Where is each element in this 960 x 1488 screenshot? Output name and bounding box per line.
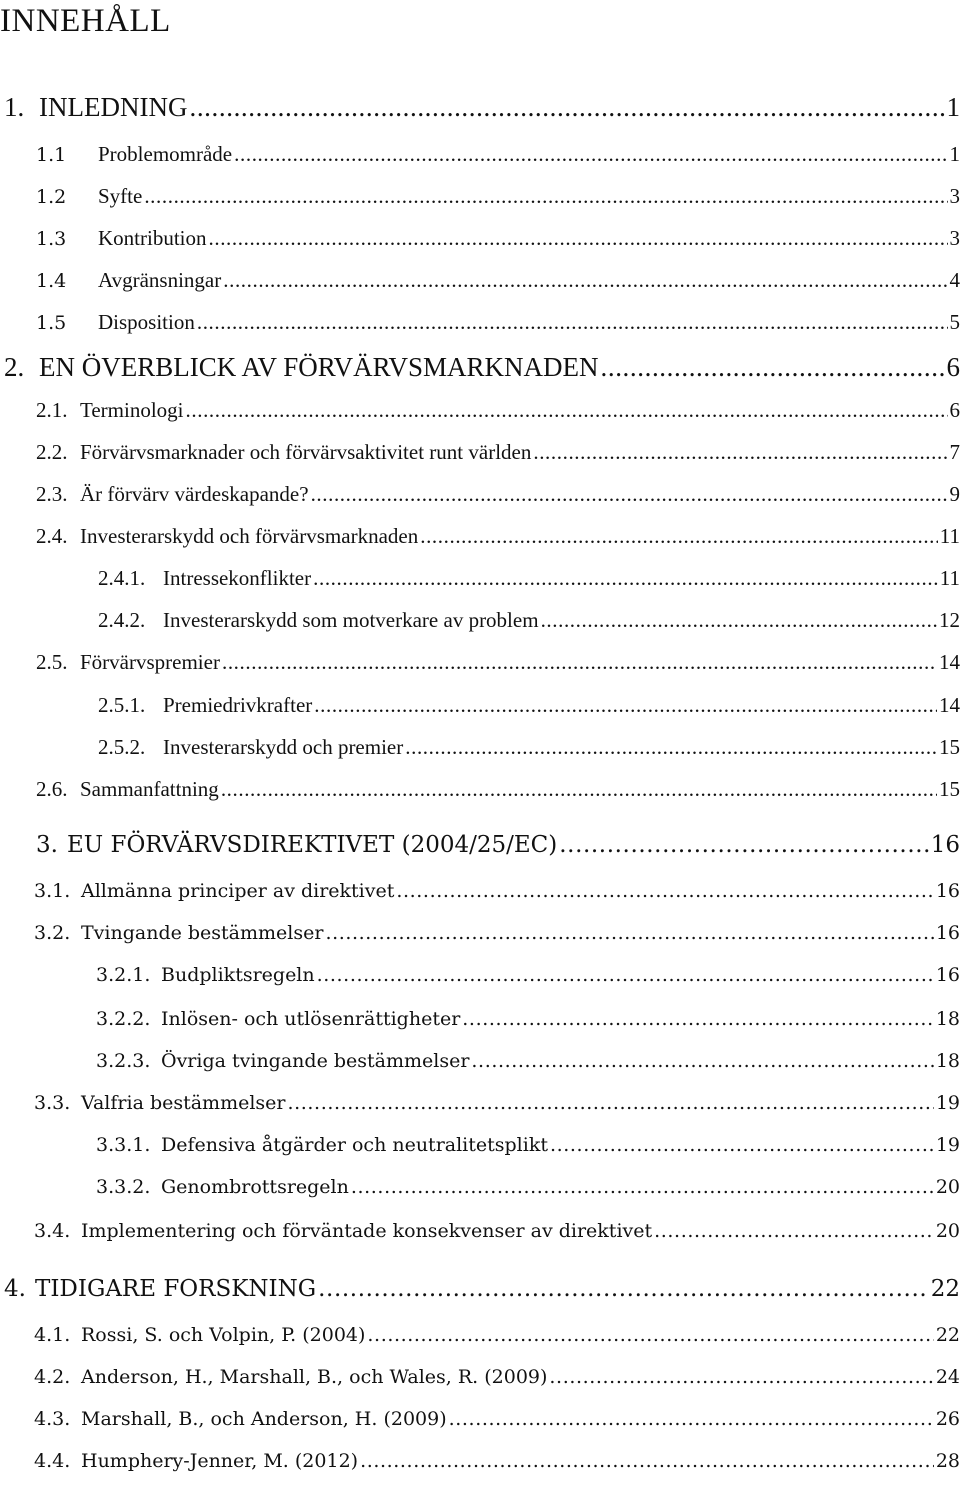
toc-entry-number: 1.5 [36, 312, 67, 334]
toc-entry[interactable] [4, 92, 960, 123]
toc-entry[interactable] [36, 226, 960, 251]
toc-entry-label: Valfria bestämmelser [81, 1092, 286, 1114]
toc-entry-label: Intressekonflikter [163, 566, 312, 590]
toc-entry-number: 2.3. [36, 482, 68, 506]
toc-entry-number: 4.4. [34, 1450, 71, 1472]
toc-entry-page: 18 [935, 1008, 960, 1030]
dot-leader [314, 693, 937, 718]
toc-entry-number: 1.3 [36, 228, 67, 250]
toc-entry-page: 20 [935, 1220, 960, 1242]
toc-entry-label: Implementering och förväntade konsekvenser av direktivet [81, 1220, 653, 1242]
dot-leader [288, 1092, 934, 1114]
dot-leader [541, 608, 937, 633]
toc-entry-label: Allmänna principer av direktivet [81, 880, 395, 902]
dot-leader [367, 1324, 933, 1346]
toc-entry[interactable] [34, 1366, 960, 1388]
page-title: INNEHÅLL [0, 3, 171, 39]
toc-entry-label: Genombrottsregeln [161, 1176, 349, 1198]
toc-entry[interactable] [36, 482, 960, 507]
toc-entry-label: Är förvärv värdeskapande? [80, 482, 309, 506]
toc-entry[interactable] [34, 1092, 960, 1114]
toc-entry[interactable] [96, 1176, 960, 1198]
toc-entry-page: 5 [949, 310, 960, 334]
dot-leader [462, 1008, 934, 1030]
toc-entry-page: 3 [949, 184, 960, 208]
toc-entry[interactable] [36, 650, 960, 675]
toc-entry-label: EU FÖRVÄRVSDIREKTIVET (2004/25/EC) [67, 832, 558, 858]
toc-entry-number: 4.2. [34, 1366, 71, 1388]
toc-entry-number: 2.4.1. [98, 566, 146, 590]
toc-entry[interactable] [98, 735, 960, 760]
dot-leader [221, 777, 937, 802]
dot-leader [396, 880, 933, 902]
toc-entry-label: Marshall, B., och Anderson, H. (2009) [81, 1408, 447, 1430]
dot-leader [351, 1176, 934, 1198]
toc-entry-page: 16 [935, 964, 960, 986]
dot-leader [654, 1220, 934, 1242]
toc-entry-page: 1 [949, 142, 960, 166]
toc-entry-page: 19 [935, 1134, 960, 1156]
toc-entry-number: 4.1. [34, 1324, 71, 1346]
toc-entry-number: 3.4. [34, 1220, 71, 1242]
dot-leader [601, 352, 945, 383]
toc-entry-label: Terminologi [80, 398, 184, 422]
toc-entry-number: 3.2.1. [96, 964, 151, 986]
toc-entry-label: Förvärvsmarknader och förvärvsaktivitet runt världen [80, 440, 532, 464]
toc-entry[interactable] [4, 352, 960, 383]
toc-entry-label: Humphery-Jenner, M. (2012) [81, 1450, 359, 1472]
toc-entry-number: 3.3. [34, 1092, 71, 1114]
dot-leader [405, 735, 937, 760]
toc-entry-label: Tvingande bestämmelser [81, 922, 324, 944]
toc-entry-page: 26 [935, 1408, 960, 1430]
toc-entry-label: Investerarskydd och premier [163, 735, 404, 759]
toc-entry-page: 6 [949, 398, 960, 422]
toc-entry-label: TIDIGARE FORSKNING [35, 1276, 317, 1302]
toc-entry-page: 14 [939, 650, 960, 674]
toc-entry-page: 7 [949, 440, 960, 464]
toc-entry-number: 1.4 [36, 270, 67, 292]
toc-entry[interactable] [96, 1134, 960, 1156]
dot-leader [325, 922, 933, 944]
toc-entry[interactable] [34, 1450, 960, 1472]
dot-leader [360, 1450, 934, 1472]
toc-entry[interactable] [36, 440, 960, 465]
toc-entry-label: Sammanfattning [80, 777, 219, 801]
dot-leader [318, 1276, 929, 1302]
toc-entry[interactable] [34, 1408, 960, 1430]
toc-entry-page: 28 [935, 1450, 960, 1472]
toc-entry[interactable] [34, 1220, 960, 1242]
toc-entry-number: 2. [4, 352, 25, 382]
toc-entry-label: Förvärvspremier [80, 650, 220, 674]
dot-leader [549, 1366, 933, 1388]
toc-entry-page: 16 [935, 880, 960, 902]
toc-entry-number: 4.3. [34, 1408, 71, 1430]
toc-entry[interactable] [36, 832, 960, 858]
toc-entry[interactable] [36, 184, 960, 209]
toc-entry-number: 2.6. [36, 777, 68, 801]
toc-entry-label: Anderson, H., Marshall, B., och Wales, R. (2009) [81, 1366, 548, 1388]
toc-entry-number: 2.5.1. [98, 693, 146, 717]
toc-entry[interactable] [98, 566, 960, 591]
toc-entry-number: 1.1 [36, 144, 67, 166]
toc-entry-number: 2.5.2. [98, 735, 146, 759]
toc-entry-page: 20 [935, 1176, 960, 1198]
toc-entry[interactable] [36, 777, 960, 802]
toc-entry[interactable] [34, 880, 960, 902]
toc-entry-number: 3.3.2. [96, 1176, 151, 1198]
toc-entry-number: 3.2. [34, 922, 71, 944]
toc-entry[interactable] [98, 608, 960, 633]
toc-entry[interactable] [98, 693, 960, 718]
toc-entry-label: Kontribution [98, 226, 207, 250]
toc-entry-label: Investerarskydd och förvärvsmarknaden [80, 524, 419, 548]
toc-entry[interactable] [34, 1324, 960, 1346]
dot-leader [559, 832, 928, 858]
toc-entry-label: Investerarskydd som motverkare av problem [163, 608, 539, 632]
toc-entry-label: Avgränsningar [98, 268, 222, 292]
toc-entry-number: 3. [36, 832, 58, 858]
toc-entry-label: Övriga tvingande bestämmelser [161, 1050, 470, 1072]
toc-entry-number: 2.4.2. [98, 608, 146, 632]
toc-entry-label: Inlösen- och utlösenrättigheter [161, 1008, 461, 1030]
toc-entry[interactable] [36, 142, 960, 167]
dot-leader [186, 398, 948, 423]
toc-entry-number: 2.1. [36, 398, 68, 422]
toc-entry[interactable] [96, 964, 960, 986]
toc-entry-page: 4 [949, 268, 960, 292]
toc-entry-number: 2.2. [36, 440, 68, 464]
toc-entry-page: 15 [939, 735, 960, 759]
toc-entry-number: 2.5. [36, 650, 68, 674]
toc-entry-label: INLEDNING [39, 92, 188, 122]
dot-leader [144, 184, 947, 209]
toc-entry[interactable] [36, 524, 960, 549]
toc-entry-page: 22 [935, 1324, 960, 1346]
dot-leader [311, 482, 948, 507]
toc-entry[interactable] [96, 1050, 960, 1072]
toc-entry-number: 3.1. [34, 880, 71, 902]
toc-entry-page: 6 [946, 352, 960, 382]
toc-entry-number: 3.2.3. [96, 1050, 151, 1072]
toc-entry-label: Problemområde [98, 142, 233, 166]
toc-entry-label: Premiedrivkrafter [163, 693, 313, 717]
toc-entry-label: Defensiva åtgärder och neutralitetsplikt [161, 1134, 548, 1156]
toc-entry-page: 9 [949, 482, 960, 506]
toc-entry[interactable] [36, 398, 960, 423]
toc-entry-label: Budpliktsregeln [161, 964, 315, 986]
toc-entry-label: EN ÖVERBLICK AV FÖRVÄRVSMARKNADEN [39, 352, 599, 382]
dot-leader [222, 650, 937, 675]
toc-entry-page: 1 [946, 92, 960, 122]
dot-leader [449, 1408, 934, 1430]
toc-entry-number: 4. [4, 1276, 26, 1302]
dot-leader [313, 566, 938, 591]
toc-entry-number: 2.4. [36, 524, 68, 548]
toc-entry[interactable] [96, 1008, 960, 1030]
toc-entry-page: 15 [939, 777, 960, 801]
toc-entry-number: 1.2 [36, 186, 67, 208]
toc-entry-page: 11 [939, 524, 960, 548]
toc-entry-page: 3 [949, 226, 960, 250]
dot-leader [189, 92, 944, 123]
toc-entry-page: 11 [939, 566, 960, 590]
dot-leader [317, 964, 934, 986]
toc-entry-page: 16 [930, 832, 960, 858]
dot-leader [197, 310, 948, 335]
toc-entry[interactable] [34, 922, 960, 944]
toc-entry-number: 3.2.2. [96, 1008, 151, 1030]
toc-entry-label: Disposition [98, 310, 195, 334]
toc-entry-page: 14 [939, 693, 960, 717]
toc-entry-label: Rossi, S. och Volpin, P. (2004) [81, 1324, 366, 1346]
toc-entry[interactable] [36, 310, 960, 335]
toc-entry-number: 3.3.1. [96, 1134, 151, 1156]
dot-leader [234, 142, 947, 167]
toc-entry[interactable] [4, 1276, 960, 1302]
dot-leader [471, 1050, 933, 1072]
dot-leader [420, 524, 938, 549]
toc-entry-page: 19 [935, 1092, 960, 1114]
toc-entry-label: Syfte [98, 184, 143, 208]
dot-leader [533, 440, 947, 465]
toc-entry-page: 18 [935, 1050, 960, 1072]
dot-leader [550, 1134, 934, 1156]
toc-entry-page: 24 [935, 1366, 960, 1388]
dot-leader [223, 268, 947, 293]
toc-entry-page: 16 [935, 922, 960, 944]
toc-entry[interactable] [36, 268, 960, 293]
dot-leader [209, 226, 948, 251]
toc-entry-number: 1. [4, 92, 25, 122]
toc-entry-page: 22 [930, 1276, 960, 1302]
toc-entry-page: 12 [939, 608, 960, 632]
